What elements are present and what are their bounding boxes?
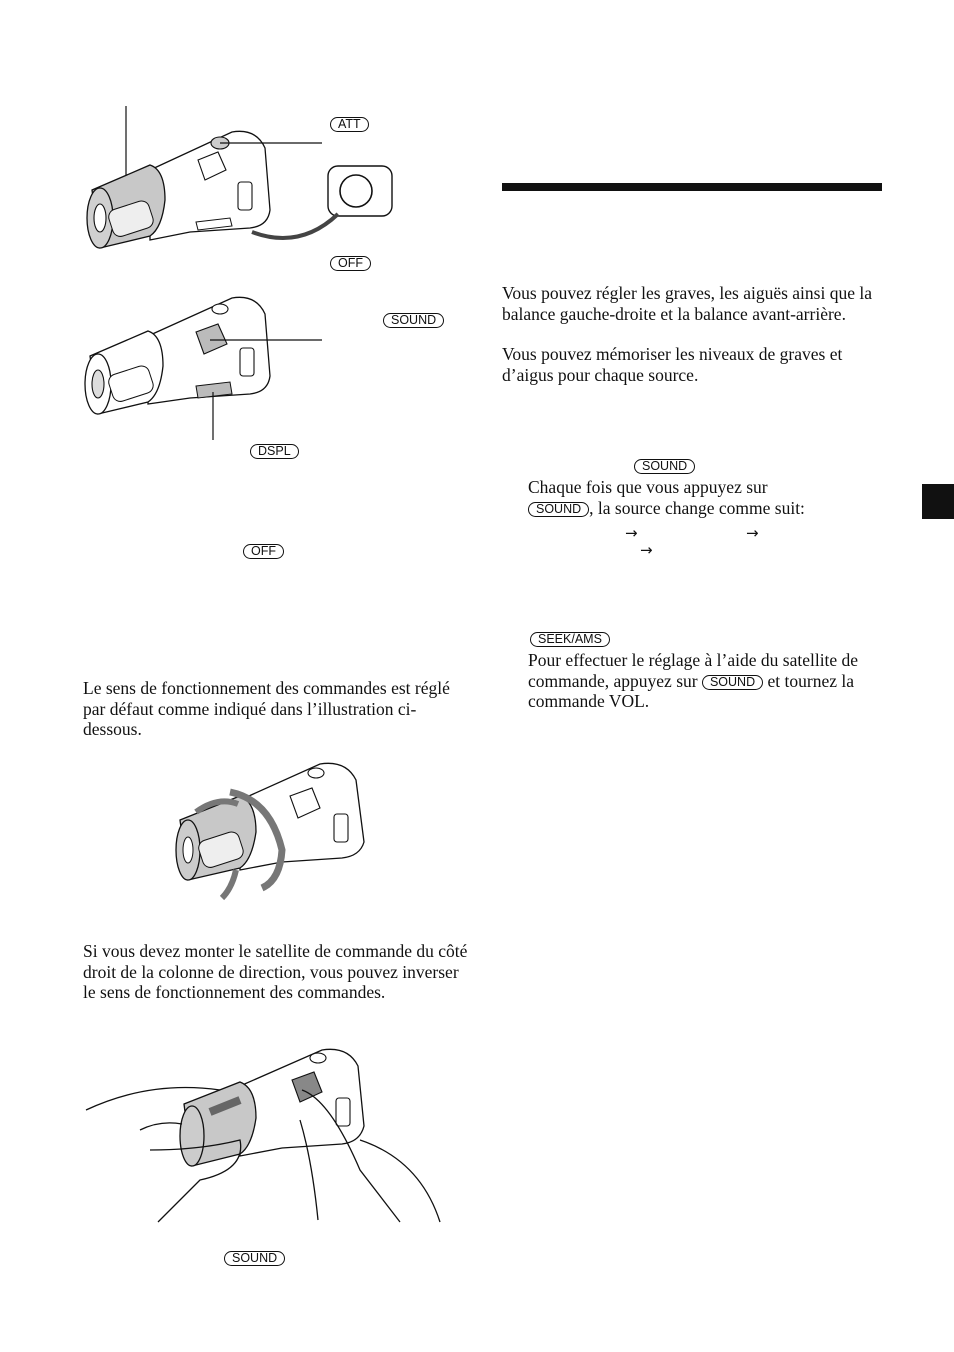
- arrow-right-icon: →: [625, 524, 638, 542]
- section-tab: [922, 484, 954, 519]
- step2-text-a: Pour effectuer le réglage à l’aide du satellite de commande, appuyez sur: [528, 650, 859, 691]
- step2-text-b: et tournez la commande VOL.: [528, 670, 854, 712]
- hand-icon: [86, 1088, 440, 1223]
- sound-button-top[interactable]: SOUND: [383, 313, 444, 328]
- off-button-middle[interactable]: OFF: [243, 544, 284, 559]
- sound-inline-button-1[interactable]: SOUND: [528, 502, 589, 517]
- sound-inline-button-2[interactable]: SOUND: [702, 675, 763, 690]
- sound-button-bottom[interactable]: SOUND: [224, 1251, 285, 1266]
- step1-text-a: Chaque fois que vous appuyez sur: [528, 477, 768, 497]
- step1-text-b: , la source change comme suit:: [589, 497, 805, 518]
- arrow-right-icon: →: [746, 524, 759, 542]
- seek-ams-button[interactable]: SEEK/AMS: [530, 632, 610, 647]
- step2-para: [528, 650, 888, 712]
- att-button[interactable]: ATT: [330, 117, 369, 132]
- rotation-arrow-icon: [196, 801, 238, 812]
- arrow-right-icon: →: [640, 541, 653, 559]
- step1-para: [528, 477, 888, 518]
- para-reverse: Si vous devez monter le satellite de commande du côté droit de la colonne de direction, vous pouvez inverser le sens de fonctionnement des commandes.: [83, 941, 468, 1003]
- intro-para-1: Vous pouvez régler les graves, les aiguës ainsi que la balance gauche-droite et la balance avant-arrière.: [502, 283, 872, 324]
- heading-rule: [502, 183, 882, 191]
- para-default-direction: Le sens de fonctionnement des commandes est réglé par défaut comme indiqué dans l’illustration ci-dessous.: [83, 678, 450, 740]
- intro-para-2: Vous pouvez mémoriser les niveaux de graves et d’aigus pour chaque source.: [502, 344, 843, 385]
- off-button[interactable]: OFF: [330, 256, 371, 271]
- dspl-button[interactable]: DSPL: [250, 444, 299, 459]
- sound-button-right[interactable]: SOUND: [634, 459, 695, 474]
